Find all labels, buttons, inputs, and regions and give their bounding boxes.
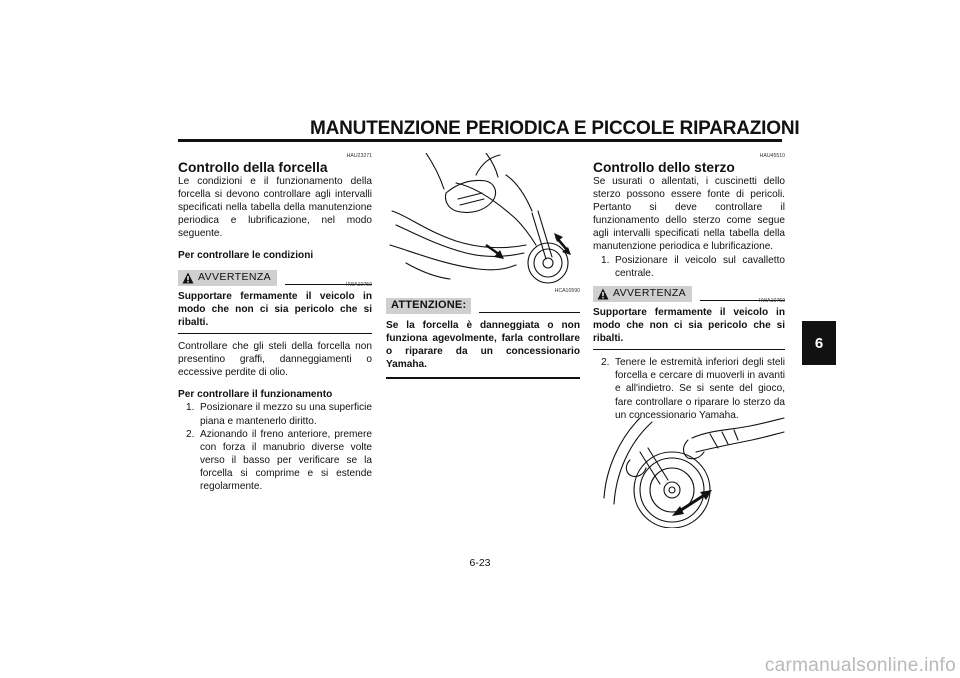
fork-steps-list	[178, 401, 372, 493]
left-column	[178, 153, 372, 493]
step-number: 2.	[601, 357, 610, 369]
warning-label: AVVERTENZA	[198, 271, 272, 284]
warning-bottom-rule	[593, 349, 785, 351]
step-text: Posizionare il mezzo su una superficie piana e mantenerlo diritto.	[200, 402, 372, 427]
warning-text: Supportare fermamente il veicolo in modo che non ci sia pericolo che si ribalti.	[178, 290, 372, 328]
watermark: carmanualsonline.info	[764, 655, 956, 676]
fork-intro-text: Le condizioni e il funzionamento della forcella si devono controllare agli intervalli specificati nella tabella della manutenzione periodica e lubrificazione, nel modo seguente.	[178, 176, 372, 240]
fork-check-text: Controllare che gli steli della forcella non presentino graffi, danneggiamenti o eccessive perdite di olio.	[178, 341, 372, 379]
warning-text: Supportare fermamente il veicolo in modo che non ci sia pericolo che si ribalti.	[593, 306, 785, 344]
warning-code: HWA10750	[758, 297, 785, 304]
steering-intro-text: Se usurati o allentati, i cuscinetti dello sterzo possono essere fonte di pericoli. Pertanto si deve controllare il funzionamento dello sterzo come segue agli intervalli specificati nella tabella della manutenzione periodica e lubrificazione.	[593, 176, 785, 253]
fork-check-illustration	[386, 153, 580, 285]
list-item	[593, 254, 785, 280]
section-heading-fork: Controllo della forcella	[178, 160, 328, 175]
step-text: Posizionare il veicolo sul cavalletto centrale.	[615, 254, 785, 279]
caution-badge: ATTENZIONE:	[386, 298, 471, 314]
caution-code: HCA10590	[554, 288, 580, 294]
caution-text: Se la forcella è danneggiata o non funziona agevolmente, farla controllare o riparare da un concessionario Yamaha.	[386, 320, 580, 370]
section-code: HAU45510	[759, 153, 785, 159]
list-item	[178, 428, 372, 493]
step-number: 2.	[186, 428, 195, 440]
step-number: 1.	[186, 402, 195, 414]
step-text: Tenere le estremità inferiori degli steli forcella e cercare di muoverli in avanti e all'indietro. Se si sente del gioco, fare controllare o riparare lo sterzo da un concessionario Yamaha.	[615, 357, 785, 421]
page-title: MANUTENZIONE PERIODICA E PICCOLE RIPARAZIONI	[310, 118, 800, 139]
steering-step1	[593, 254, 785, 280]
section-code: HAU23271	[346, 153, 372, 159]
subheading-condition: Per controllare le condizioni	[178, 250, 314, 262]
caution-bottom-rule	[386, 377, 580, 379]
warning-triangle-icon	[597, 288, 609, 300]
list-item	[178, 401, 372, 427]
caution-rule	[479, 312, 580, 313]
subheading-operation: Per controllare il funzionamento	[178, 389, 333, 401]
warning-box	[593, 284, 785, 351]
warning-code: HWA10750	[345, 281, 372, 288]
steering-check-illustration	[600, 408, 785, 528]
chapter-tab[interactable]: 6	[802, 321, 836, 365]
page-number: 6-23	[469, 557, 491, 569]
warning-box	[178, 268, 372, 335]
middle-column	[386, 288, 580, 379]
step-number: 1.	[601, 254, 610, 266]
warning-bottom-rule	[178, 333, 372, 335]
title-rule	[178, 139, 782, 142]
section-heading-steering: Controllo dello sterzo	[593, 160, 735, 175]
step-text: Azionando il freno anteriore, premere con forza il manubrio diverse volte verso il basso per verificare se la forcella si comprime e si estende regolarmente.	[200, 428, 372, 492]
right-column	[593, 153, 785, 422]
warning-badge	[593, 286, 692, 302]
warning-label: AVVERTENZA	[613, 287, 687, 300]
warning-triangle-icon	[182, 272, 194, 284]
caution-header	[386, 296, 580, 314]
warning-badge	[178, 270, 277, 286]
